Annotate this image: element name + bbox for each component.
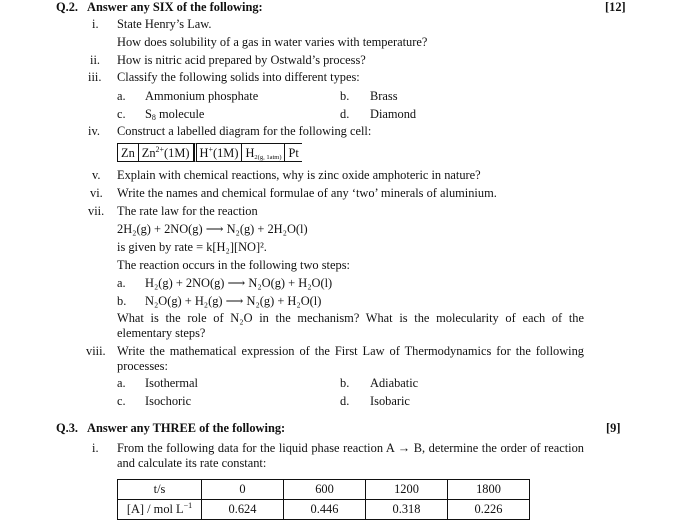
q2-item-4-number: iv. <box>88 124 100 138</box>
q2-item-1-number: i. <box>92 17 99 31</box>
rate-data-table <box>117 479 530 520</box>
q2-item-3-option-a-label: a. <box>117 89 126 103</box>
q2-item-8-option-a-label: a. <box>117 376 126 390</box>
q2-item-8-option-b-label: b. <box>340 376 350 390</box>
rate-law: is given by rate = k[H₂][NO]². <box>117 240 267 254</box>
question-3-title: Answer any THREE of the following: <box>87 421 286 435</box>
question-3-label: Q.3. <box>56 421 79 435</box>
q2-item-8-option-c: Isochoric <box>145 394 192 408</box>
cell-cathode-solution: H+(1M) <box>194 143 243 162</box>
q2-item-7-question: What is the role of N₂O in the mechanism? What is the molecularity of each of the elementary steps? <box>117 311 584 340</box>
q2-item-8-text: Write the mathematical expression of the First Law of Thermodynamics for the following processes: <box>117 344 584 373</box>
q2-item-3-option-c: $S_8$ molecule <box>145 107 205 122</box>
q2-item-5-text: Explain with chemical reactions, why is zinc oxide amphoteric in nature? <box>117 168 481 182</box>
cell-hydrogen-gas: $H_{2(g, 1atm)}$ <box>242 143 285 162</box>
step-b-equation: N₂O(g) + H₂(g) ⟶ N₂(g) + H₂O(l) <box>145 294 322 308</box>
q2-item-8-option-c-label: c. <box>117 394 126 408</box>
q2-item-1-line-2: How does solubility of a gas in water varies with temperature? <box>117 35 428 49</box>
q2-item-5-number: v. <box>92 168 101 182</box>
cell-anode-solution: $Zn^{2+}(1M)$ <box>139 143 194 162</box>
q2-item-8-number: viii. <box>86 344 106 358</box>
cell-anode: Zn <box>117 143 139 162</box>
table-cell: 0 <box>202 480 284 500</box>
q3-item-1-number: i. <box>92 441 99 455</box>
step-a-equation: H₂(g) + 2NO(g) ⟶ N₂O(g) + H₂O(l) <box>145 276 333 290</box>
q2-item-3-option-c-label: c. <box>117 107 126 121</box>
q2-item-6-number: vi. <box>90 186 103 200</box>
steps-intro: The reaction occurs in the following two steps: <box>117 258 350 272</box>
q2-item-2-number: ii. <box>90 53 100 67</box>
question-2-marks: [12] <box>605 0 626 14</box>
q3-item-1-text: From the following data for the liquid phase reaction A → B, determine the order of reaction and calculate its rate constant: <box>117 441 584 470</box>
table-cell: 0.226 <box>448 500 530 520</box>
q2-item-3-option-b: Brass <box>370 89 398 103</box>
table-cell: 0.624 <box>202 500 284 520</box>
q2-item-2-text: How is nitric acid prepared by Ostwald’s process? <box>117 53 366 67</box>
table-cell: 1800 <box>448 480 530 500</box>
table-header-concentration: [A] / mol $L^{-1}$ <box>118 500 202 520</box>
q2-item-3-number: iii. <box>88 70 102 84</box>
table-cell: 600 <box>284 480 366 500</box>
table-cell: 1200 <box>366 480 448 500</box>
q2-item-3-option-a: Ammonium phosphate <box>145 89 259 103</box>
cell-platinum: Pt <box>285 143 301 162</box>
q2-item-7-number: vii. <box>88 204 105 218</box>
table-row <box>118 500 530 520</box>
q2-item-8-option-d-label: d. <box>340 394 350 408</box>
step-a-label: a. <box>117 276 126 290</box>
q2-item-4-text: Construct a labelled diagram for the following cell: <box>117 124 372 138</box>
table-cell: 0.446 <box>284 500 366 520</box>
q2-item-8-option-d: Isobaric <box>370 394 410 408</box>
table-row <box>118 480 530 500</box>
question-2-label: Q.2. <box>56 0 79 14</box>
q2-item-1-line-1: State Henry’s Law. <box>117 17 212 31</box>
q2-item-3-text: Classify the following solids into different types: <box>117 70 360 84</box>
q2-item-8-option-b: Adiabatic <box>370 376 419 390</box>
q2-item-6-text: Write the names and chemical formulae of any ‘two’ minerals of aluminium. <box>117 186 497 200</box>
q2-item-8-option-a: Isothermal <box>145 376 198 390</box>
question-2-title: Answer any SIX of the following: <box>87 0 263 14</box>
q2-item-3-option-d-label: d. <box>340 107 350 121</box>
q2-item-3-option-b-label: b. <box>340 89 350 103</box>
cell-notation <box>117 143 302 162</box>
q2-item-7-text: The rate law for the reaction <box>117 204 258 218</box>
question-3-marks: [9] <box>606 421 621 435</box>
step-b-label: b. <box>117 294 127 308</box>
overall-reaction-equation: 2H₂(g) + 2NO(g) ⟶ N₂(g) + 2H₂O(l) <box>117 222 308 236</box>
table-cell: 0.318 <box>366 500 448 520</box>
q2-item-3-option-d: Diamond <box>370 107 417 121</box>
table-header-time: t/s <box>118 480 202 500</box>
